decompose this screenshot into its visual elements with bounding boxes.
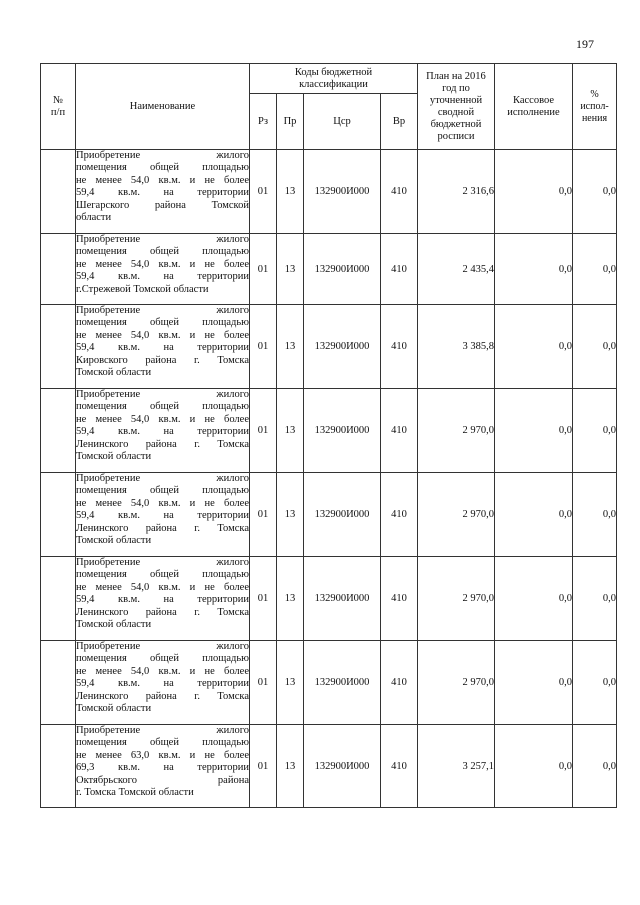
- row-pct-cell: 0,0: [573, 557, 617, 641]
- row-name-line: Приобретение жилого: [76, 150, 249, 161]
- row-csr-cell: 132900И000: [304, 641, 381, 725]
- header-name: Наименование: [76, 64, 250, 150]
- row-plan-cell: 2 970,0: [418, 389, 495, 473]
- row-name-line: помещения общей площадью: [76, 653, 249, 665]
- row-pct-cell: 0,0: [573, 234, 617, 305]
- row-rz-cell: 01: [250, 389, 277, 473]
- table-header: [41, 64, 617, 150]
- row-vr-cell: 410: [381, 305, 418, 389]
- row-name-line: помещения общей площадью: [76, 485, 249, 497]
- row-name-line: Томской области: [76, 535, 152, 547]
- row-name-line: не менее 54,0 кв.м. и не более: [76, 174, 249, 186]
- row-rz-cell: 01: [250, 473, 277, 557]
- row-pr-cell: 13: [277, 150, 304, 234]
- row-name-line: 59,4 кв.м. на территории: [76, 271, 249, 283]
- table-row: [41, 473, 617, 557]
- row-vr-cell: 410: [381, 473, 418, 557]
- row-plan-cell: 3 257,1: [418, 725, 495, 808]
- row-name-line: помещения общей площадью: [76, 737, 249, 749]
- row-pr-cell: 13: [277, 305, 304, 389]
- row-name-line: Приобретение жилого: [76, 557, 249, 568]
- row-plan-cell: 2 435,4: [418, 234, 495, 305]
- row-name-line: г. Томска Томской области: [76, 787, 194, 799]
- row-name-line: 59,4 кв.м. на территории: [76, 510, 249, 522]
- row-csr-cell: 132900И000: [304, 473, 381, 557]
- row-csr-cell: 132900И000: [304, 234, 381, 305]
- row-plan-cell: 2 970,0: [418, 641, 495, 725]
- row-pct-cell: 0,0: [573, 305, 617, 389]
- row-name-line: Приобретение жилого: [76, 641, 249, 652]
- header-plan: План на 2016 год по уточненной сводной бюджетной росписи: [418, 64, 495, 150]
- row-cash-cell: 0,0: [495, 389, 573, 473]
- row-name-line: Ленинского района г. Томска: [76, 606, 249, 618]
- row-rz-cell: 01: [250, 557, 277, 641]
- row-name-line: Томской области: [76, 367, 152, 379]
- row-csr-cell: 132900И000: [304, 305, 381, 389]
- budget-table: [40, 63, 617, 808]
- row-cash-cell: 0,0: [495, 305, 573, 389]
- table-row: [41, 389, 617, 473]
- row-vr-cell: 410: [381, 234, 418, 305]
- row-vr-cell: 410: [381, 389, 418, 473]
- row-pr-cell: 13: [277, 725, 304, 808]
- row-name-line: помещения общей площадью: [76, 162, 249, 174]
- row-name-line: не менее 54,0 кв.м. и не более: [76, 497, 249, 509]
- row-cash-cell: 0,0: [495, 150, 573, 234]
- row-cash-cell: 0,0: [495, 234, 573, 305]
- row-pct-cell: 0,0: [573, 725, 617, 808]
- row-vr-cell: 410: [381, 641, 418, 725]
- row-name-line: 59,4 кв.м. на территории: [76, 426, 249, 438]
- row-name-cell: [76, 557, 250, 641]
- row-name-line: Приобретение жилого: [76, 234, 249, 245]
- row-plan-cell: 2 970,0: [418, 557, 495, 641]
- row-name-line: Октябрьского района: [76, 774, 249, 786]
- header-vr: Вр: [381, 94, 418, 150]
- row-name-line: 59,4 кв.м. на территории: [76, 342, 249, 354]
- header-codes: Коды бюджетной классификации: [250, 64, 418, 94]
- row-name-line: 69,3 кв.м. на территории: [76, 762, 249, 774]
- row-name-line: не менее 54,0 кв.м. и не более: [76, 581, 249, 593]
- row-pr-cell: 13: [277, 641, 304, 725]
- table-row: [41, 150, 617, 234]
- row-vr-cell: 410: [381, 725, 418, 808]
- row-pr-cell: 13: [277, 389, 304, 473]
- row-cash-cell: 0,0: [495, 725, 573, 808]
- header-num: № п/п: [41, 64, 76, 150]
- row-num-cell: [41, 473, 76, 557]
- row-name-cell: [76, 389, 250, 473]
- row-rz-cell: 01: [250, 641, 277, 725]
- row-pct-cell: 0,0: [573, 150, 617, 234]
- row-rz-cell: 01: [250, 150, 277, 234]
- row-name-line: 59,4 кв.м. на территории: [76, 678, 249, 690]
- row-name-line: не менее 63,0 кв.м. и не более: [76, 749, 249, 761]
- row-name-line: помещения общей площадью: [76, 317, 249, 329]
- row-name-line: Приобретение жилого: [76, 725, 249, 736]
- row-cash-cell: 0,0: [495, 641, 573, 725]
- row-name-line: Томской области: [76, 451, 152, 463]
- row-name-cell: [76, 725, 250, 808]
- row-num-cell: [41, 150, 76, 234]
- row-name-line: Кировского района г. Томска: [76, 354, 249, 366]
- row-name-cell: [76, 150, 250, 234]
- row-name-cell: [76, 305, 250, 389]
- row-name-line: 59,4 кв.м. на территории: [76, 187, 249, 199]
- row-name-line: Приобретение жилого: [76, 305, 249, 316]
- row-name-line: Томской области: [76, 703, 152, 715]
- row-csr-cell: 132900И000: [304, 557, 381, 641]
- row-csr-cell: 132900И000: [304, 725, 381, 808]
- row-num-cell: [41, 234, 76, 305]
- row-num-cell: [41, 557, 76, 641]
- row-pct-cell: 0,0: [573, 473, 617, 557]
- row-plan-cell: 2 970,0: [418, 473, 495, 557]
- row-vr-cell: 410: [381, 557, 418, 641]
- row-name-line: области: [76, 212, 112, 224]
- page-number: 197: [576, 37, 594, 51]
- row-name-line: Приобретение жилого: [76, 389, 249, 400]
- row-name-line: Ленинского района г. Томска: [76, 522, 249, 534]
- row-pr-cell: 13: [277, 234, 304, 305]
- row-name-line: Ленинского района г. Томска: [76, 438, 249, 450]
- row-name-line: не менее 54,0 кв.м. и не более: [76, 329, 249, 341]
- row-name-line: не менее 54,0 кв.м. и не более: [76, 258, 249, 270]
- row-num-cell: [41, 389, 76, 473]
- row-plan-cell: 3 385,8: [418, 305, 495, 389]
- row-pr-cell: 13: [277, 473, 304, 557]
- row-cash-cell: 0,0: [495, 557, 573, 641]
- table-row: [41, 557, 617, 641]
- row-name-line: Томской области: [76, 619, 152, 631]
- row-name-line: не менее 54,0 кв.м. и не более: [76, 413, 249, 425]
- row-name-cell: [76, 641, 250, 725]
- header-csr: Цср: [304, 94, 381, 150]
- row-name-line: помещения общей площадью: [76, 401, 249, 413]
- row-vr-cell: 410: [381, 150, 418, 234]
- row-num-cell: [41, 641, 76, 725]
- row-name-line: помещения общей площадью: [76, 569, 249, 581]
- row-rz-cell: 01: [250, 305, 277, 389]
- row-name-cell: [76, 473, 250, 557]
- table-row: [41, 725, 617, 808]
- row-name-line: г.Стрежевой Томской области: [76, 283, 209, 295]
- row-pct-cell: 0,0: [573, 389, 617, 473]
- table-row: [41, 234, 617, 305]
- header-pct: % испол-нения: [573, 64, 617, 150]
- row-name-line: Шегарского района Томской: [76, 199, 249, 211]
- row-name-line: Приобретение жилого: [76, 473, 249, 484]
- row-plan-cell: 2 316,6: [418, 150, 495, 234]
- row-name-line: не менее 54,0 кв.м. и не более: [76, 665, 249, 677]
- row-csr-cell: 132900И000: [304, 389, 381, 473]
- header-pr: Пр: [277, 94, 304, 150]
- row-name-line: помещения общей площадью: [76, 246, 249, 258]
- row-csr-cell: 132900И000: [304, 150, 381, 234]
- row-rz-cell: 01: [250, 725, 277, 808]
- row-name-cell: [76, 234, 250, 305]
- row-rz-cell: 01: [250, 234, 277, 305]
- table-row: [41, 641, 617, 725]
- row-name-line: Ленинского района г. Томска: [76, 690, 249, 702]
- row-cash-cell: 0,0: [495, 473, 573, 557]
- row-name-line: 59,4 кв.м. на территории: [76, 594, 249, 606]
- table-row: [41, 305, 617, 389]
- table-body: [41, 150, 617, 808]
- header-rz: Рз: [250, 94, 277, 150]
- row-num-cell: [41, 305, 76, 389]
- row-num-cell: [41, 725, 76, 808]
- header-cash: Кассовое исполнение: [495, 64, 573, 150]
- row-pr-cell: 13: [277, 557, 304, 641]
- row-pct-cell: 0,0: [573, 641, 617, 725]
